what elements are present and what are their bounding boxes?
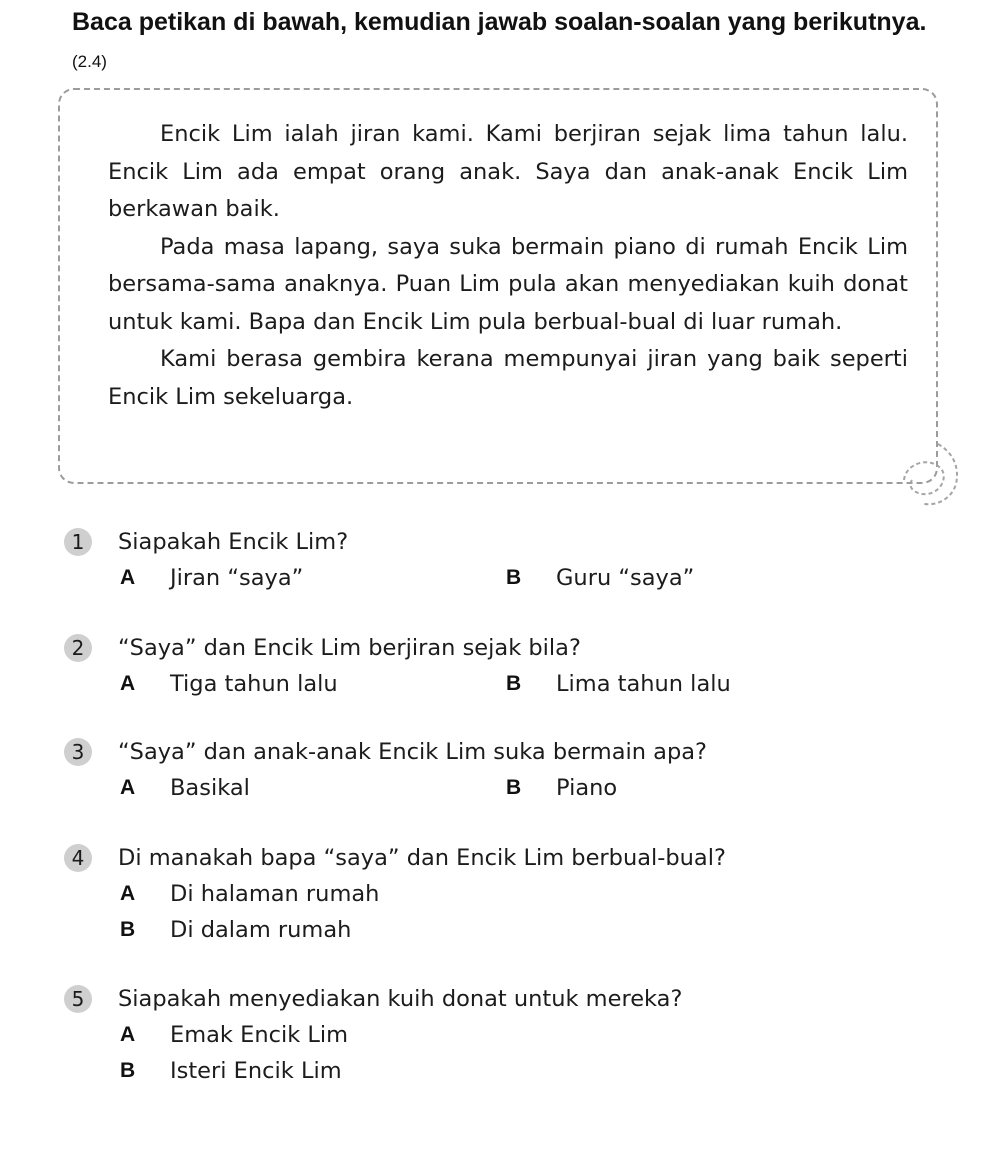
instruction-text: Baca petikan di bawah, kemudian jawab soalan-soalan yang berikutnya.: [72, 8, 927, 36]
option-letter: B: [506, 776, 522, 799]
option-a[interactable]: [64, 1017, 964, 1053]
option-letter: A: [120, 672, 136, 695]
option-text: Jiran “saya”: [170, 565, 304, 591]
question-number: 1: [64, 528, 92, 556]
option-text: Guru “saya”: [556, 565, 695, 591]
question-number: 3: [64, 738, 92, 766]
option-a[interactable]: [64, 560, 303, 596]
option-letter: B: [506, 566, 522, 589]
option-b[interactable]: [64, 912, 964, 948]
standard-code: (2.4): [72, 52, 107, 71]
passage-paragraph: Pada masa lapang, saya suka bermain piano di rumah Encik Lim bersama-sama anaknya. Puan Lim pula akan menyediakan kuih donat untuk kami. Bapa dan Encik Lim pula berbual-bual di luar rumah.: [108, 233, 908, 335]
option-text: Lima tahun lalu: [556, 671, 731, 697]
option-text: Basikal: [170, 775, 250, 801]
option-a[interactable]: [64, 876, 964, 912]
question-number: 5: [64, 985, 92, 1013]
option-letter: A: [120, 882, 136, 905]
question-text: Siapakah Encik Lim?: [118, 529, 349, 555]
question-number: 4: [64, 844, 92, 872]
question-text: Di manakah bapa “saya” dan Encik Lim berbual-bual?: [118, 845, 726, 871]
question-text: “Saya” dan anak-anak Encik Lim suka bermain apa?: [118, 739, 707, 765]
question-number: 2: [64, 634, 92, 662]
question-1: [64, 524, 964, 596]
passage-paragraph: Kami berasa gembira kerana mempunyai jiran yang baik seperti Encik Lim sekeluarga.: [108, 346, 908, 410]
option-text: Emak Encik Lim: [170, 1022, 349, 1048]
option-text: Di dalam rumah: [170, 917, 352, 943]
option-b[interactable]: [506, 666, 731, 702]
option-letter: B: [120, 1059, 136, 1082]
option-b[interactable]: [506, 770, 617, 806]
question-text: Siapakah menyediakan kuih donat untuk mereka?: [118, 986, 683, 1012]
question-text: “Saya” dan Encik Lim berjiran sejak bila?: [118, 635, 581, 661]
option-letter: A: [120, 776, 136, 799]
option-text: Di halaman rumah: [170, 881, 380, 907]
question-2: [64, 630, 964, 702]
question-5: [64, 981, 964, 1089]
option-a[interactable]: [64, 770, 250, 806]
question-4: [64, 840, 964, 948]
option-letter: B: [120, 918, 136, 941]
option-text: Piano: [556, 775, 618, 801]
question-3: [64, 734, 964, 806]
option-text: Isteri Encik Lim: [170, 1058, 342, 1084]
option-letter: A: [120, 1023, 136, 1046]
option-letter: A: [120, 566, 136, 589]
passage: [108, 116, 908, 416]
page-curl-icon: [898, 440, 962, 508]
instruction: [72, 4, 952, 80]
option-text: Tiga tahun lalu: [170, 671, 338, 697]
option-letter: B: [506, 672, 522, 695]
option-b[interactable]: [64, 1053, 964, 1089]
passage-paragraph: Encik Lim ialah jiran kami. Kami berjiran sejak lima tahun lalu. Encik Lim ada empat orang anak. Saya dan anak-anak Encik Lim berkawan baik.: [108, 121, 908, 222]
option-a[interactable]: [64, 666, 338, 702]
option-b[interactable]: [506, 560, 694, 596]
